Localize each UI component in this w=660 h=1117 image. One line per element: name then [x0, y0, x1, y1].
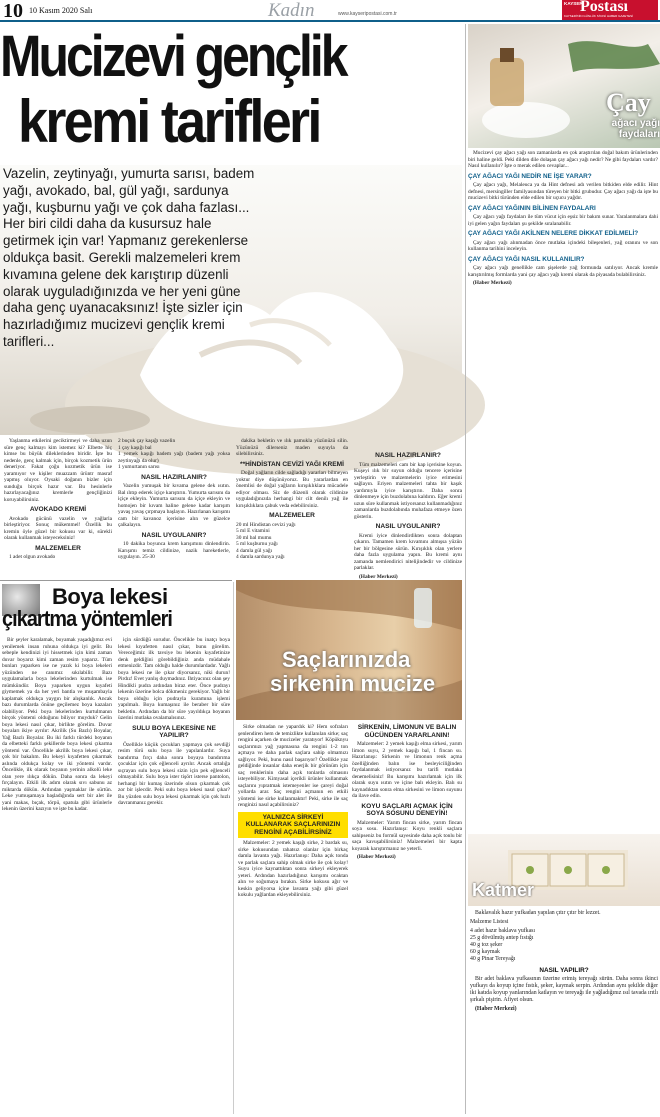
- sac-col-1: [238, 724, 348, 1114]
- sac-col-2: [352, 724, 462, 1114]
- nasil-uygulanir-heading-2: NASIL UYGULANIR?: [375, 523, 441, 531]
- cay-heading-4: ÇAY AĞACI YAĞI NASIL KULLANILIR?: [468, 255, 585, 263]
- main-col-4: [354, 438, 462, 580]
- sac-signoff: (Haber Merkezi): [357, 854, 396, 861]
- headline-line-2: kremi tarifleri: [18, 88, 320, 155]
- sac-title-1: Saçlarınızda: [282, 647, 411, 672]
- limon-heading: SİRKENİN, LİMONUN VE BALIN GÜCÜNDEN YARARLANIN!: [357, 724, 457, 739]
- main-col-2-text-2: 10 dakika boyunca krem karışımını dinlendirin. Karışımı temiz cildinize, nazik hareketlerle, uygulayın. 25-30: [118, 541, 230, 561]
- katmer-article: [470, 910, 658, 1115]
- main-col-4-text-2: Kremi iyice dinlendirdikten sonra dolaptan çıkarın. Tamamen krem kıvamını almışsa yüzün her bir bölgesine sürün. Kırışıklık olan yerlere daha fazla uygulama yapın. Bu kremi aynı zamanda nemlendirici nitelijindedir ve cildinize parlaklar.: [354, 532, 462, 572]
- cay-title-rest: ağacı yağı faydaları: [611, 118, 660, 140]
- katmer-ingredients: 4 adet hazır baklava yufkası 25 g dövülmüş antep fıstığı 40 g toz şeker 60 g kaymak 40 g Pinar Tereyağı: [470, 928, 536, 962]
- boya-col-2: [118, 637, 230, 1115]
- issue-date: 10 Kasım 2020 Salı: [29, 6, 93, 15]
- cay-article: [468, 150, 658, 830]
- boya-col-1: [2, 637, 112, 1115]
- main-col-1-text: Yaşlanma etkilerini geciktirmeyi ve daha uzun süre genç kalmayı kim istemez ki? Elbette hiç kimse bu büyük dileklerinden biridir. İşte bu nedenle, genç kalmak için, birçok kozmetik ürün deneriyor. Fakat çoğu kozmetik ürün ise yaramıyor ve kişiler muazzam ürüntr masraf yapmış oluyor. Oysaki doğanın bizler için sunduğu birçok hazır var. Bu hesinlerle hazırlayacağınız kremlerle gençliğinizi koruyabilirsiniz.: [4, 438, 112, 503]
- boya-article: [0, 580, 232, 1117]
- hindistan-text: Doğal yağların cilde sağladığı yararları bilmeyen yoktur diye düşünüyoruz. Bu yararlardan en önemlisi de doğal yağların kırışıklıklara mücadele ediyor olması. Siz de düzenli olarak cildinize uyguladığınızda herhangi bir cilt denilı yağ ile kırışıklıklara çabuk veda edebilirsiniz.: [236, 470, 348, 509]
- nasil-hazirlanir-heading-1: NASIL HAZIRLANIR?: [141, 473, 207, 481]
- main-col-2-ingredients: 2 buçuk çay kaşığı vazelin 1 çay kaşığı bal 1 yemek kaşığı badem yağı (badem yağı yoksa zeytinyağı da olur) 1 yumurtanın sarısı: [118, 438, 230, 470]
- katmer-signoff: (Haber Merkezi): [475, 1006, 517, 1012]
- katmer-ing-title: Malzeme Listesi: [470, 919, 509, 925]
- katmer-photo: [468, 834, 660, 906]
- boya-col-1-text: Bir şeyler karalamak, boyamak yaşadığımız evi yenilemek insan ruhuna oldukça iyi gelir. Bu sebeple kendinizi iyi hissetmek için kimi zaman duvar boyarız kimi zaman resim yaparız. Tüm bunları yaparken ise ne yazık ki boya lekeleri yüzünden ne canımız sıkılabilir. Bazı uygulamalarla boya lekelerinden kurtulmak ise mümkündür. Boya yaparken uygun kıyafeti giymemek ya da her yeri bantla ve muşambayla kaplamak oldukça yaygın bir alışkanlık. Ancak bazı durumlarda önüne geçilemez boya kazaları olabiliyor. Peki boya lekelerinden kurtulmanın birçok yöntemi olduğunu biliyor muyduk? Gelin boya lekesi nasıl çıkar, birlikte görelim. Duvar boyaları ikiye ayrılır: Akrilik (Su Bazlı) Boyalar, Yağ Bazlı Boyalar. Bu iki farklı türdeki boyanın da elbetteki farklı şekillerde boya lekesi çıkarma yöntemi var. Öncelikle akrilik boya lekesi çıkar, çok bir bakalım. Bu lekeyi kıyafetten çıkarmak aslında oldukça kolay ve iki yöntemi vardır. Öncelikle, ilk olarak boyanın yerinin alkolü leke olan yere ılıkça dökün. Daha sonra da lekeyi fırçalayın. Etkili ilk adım olarak sıvı sabunu az miktarda dökün. Ardından yaşmaklar ile sürtün. Leke yumuşamaya başladığında sert bir alet ile yani makas, bıçak, törpü, spatula gibi ürünlerle lekenin üzerini kazıyın ve işte bu kadar.: [2, 637, 112, 812]
- avokado-ingredient: 1 adet olgun avokado: [9, 554, 56, 561]
- sac-col-1-text: Sirke olmadan ne yapardık ki? Hem sofraları şenlendiren hem de temizlikte kullanılan sirke; saç rengini açarken de mucizeler yaratıyor! Köpüknyu saçlarımızı yağ yapmasına da rengini 1-2 ton açmaya ve daha parlak saçlara sahip olmamızı sağlıyor. Peki, bunu nasıl başarıyor? Özellikle yaz geldiğinde insanlar daha enerjik bir görünüm için saç renklerinin daha açık tonlarda olmasını isteyebiliyor. Kimyasal içerikli ürünler kullanmak saçlarını yıpratmak istemeyenler ise çareyi doğal yollarda arar. Saç rengini açmanın en etkili yöntemi ise sirke kullanmaktır! Peki, sirke ile saç renginizi nasıl açabilirsiniz?: [238, 724, 348, 808]
- website-url: www.kayseripostasi.com.tr: [338, 11, 397, 17]
- boya-col-2-text-2: Özellikle küçük çocukları yapmaya çok sevdiği resim türü sulu boya ile yapılanlardır. Suya bandırma fırçı daha sonra boyaya bandırıma çocuklar için çok eğlenceli ayrılır. Ancak ortalığa sıçrayan sulu boya lekesi sizin için pek eğlenceli olmayabilir. Sulu boya ister tişört isterse pantolon, herhangi bir kumaş üzerinde olsun çıkarmak çok zor bir işlecdir. Peki sulu boya lekesi nasıl çıkar? Bu yüzden sulu boya lekesi çıkarmak için çok hızlı davranmanız gerekir.: [118, 741, 230, 807]
- avokado-text: Avokado gücünü vazelin ve yağlarla birleştiriyor. Sonuç mükemmel! Özellik bu kremin öyle güzel bir kokusu var ki, sürekli olarak kullanmak isteyeceksiniz!: [4, 515, 112, 542]
- hindistan-heading: **HİNDİSTAN CEVİZİ YAĞI KREMİ: [240, 460, 344, 468]
- main-signoff: (Haber Merkezi): [359, 573, 398, 580]
- boya-col-2-text: için sürdüğü sorudur. Öncelikle bu inatçı boya lekesi kıyafetten nasıl çıkar, bunu görelim. Vereceğimiz ilk tavsiye bu lekenin kıyafetinize denk geldiğini görebildiğiniz anda müdahale etmenizdir. Tam olduğu halde durumlardadır. Yağlı boya lekesi ne ile çıkar diyorsanız, niki durun! Pirdız! Evet yanlış duymadınız. Ihtiyacınız olan şey Hindikli pudra ardından biraz eter. Önce pudrayı lekenin üzerine bolca dökmeniz gerekiyor. Yağlı bir boya olduğu için pudrayla kuramına işlemi yapılmalı. Boya kumaşınız ile beraber bir süre bekletin. Ardından da bir süre yayıldıkça boyanın üzerini mutlaka ovalamalısınız.: [118, 637, 230, 721]
- cay-text-2: Çay ağacı yağı faydaları ile tüm vücut için eşsiz bir bakım sunar. Yaralanmalara dahi iyi gelen yağın faydaları şu şekilde sıralanabilir.: [468, 214, 658, 227]
- brand-prefix: KAYSERİ: [564, 1, 584, 6]
- cay-title-big: Çay: [606, 88, 651, 117]
- cay-text-3: Çay ağacı yağı alınmadan önce mutlaka içindeki bileşenleri, yağ oranını ve son kullanma tarihini inceleyin.: [468, 239, 658, 252]
- avokado-heading: AVOKADO KREMİ: [29, 506, 87, 513]
- brand-logo: [562, 0, 658, 20]
- cay-heading-1: ÇAY AĞACI YAĞI NEDİR NE İŞE YARAR?: [468, 172, 592, 180]
- column-divider-2: [233, 582, 234, 1114]
- main-col-3-text-0: dakika bekletin ve ılık pamukla yüzünüzü silin. Yüzünüzü dilerseniz maden suyuyla da silebilirsiniz.: [236, 438, 348, 457]
- cay-text-1: Çay ağacı yağı, Melaleuca ya da Hint defnesi adı verilen bitkiden elde edilir. Hint defnesi, mersingiller familyasından türeyen bir bitki grubudur. Çay ağacı yağı da işte bu mucizevi bitki türünden elde edilen bir uçucu yağdır.: [468, 182, 658, 201]
- hair-photo: [236, 580, 462, 720]
- katmer-how-text: Bir adet baklava yufkasının üzerine erimiş tereyağı sürün. Daha sonra ikinci yufkayı da koyup içine fıstık, şeker, kaymak serpin. Ardından aynı şekilde diğer iki katıda koyup yanlarından katlayın ve tereyağı ile yağladığınız ısıl tavada ırıtlı şırkalı pişirin. Afiyet olsun.: [470, 976, 658, 1003]
- nasil-uygulanir-heading-1: NASIL UYGULANIR?: [141, 531, 207, 539]
- nasil-hazirlanir-heading-2: NASIL HAZIRLANIR?: [375, 452, 441, 459]
- main-col-2-text-1: Vazelin yumuşak bir kıvama gelene dek ısıtın. Bal ılıtıp ederek içiçe karıştırın. Yumurta sarısını da içiçe ekleyin. Yumurta sarısını da içiçe ekleyin ve homojen bir kıvam haline gelene kadar karışım yavaş yavaş çırpmaya başlayın. Hazırlanan karışımı cam bir kavanoz içerisine alın ve güzelce çalkalayın.: [118, 483, 230, 529]
- cay-heading-3: ÇAY AĞACI YAĞI AKİLNEN NELERE DİKKAT EDİLMELİ?: [468, 230, 639, 237]
- sac-col-2-text-2: Malzemeler: Yarım fincan sirke, yarım fincan soya sosu. Hazırlanışı: Koyu renkli saçlara sahipseniz bu formül sayesinde daha açık tonlu bir saça kavuşabilirsiniz! Malzemeleri bir kapta koyarak karıştırmanız ne yeterli.: [352, 819, 462, 852]
- sac-title-2: sirkenin mucize: [270, 671, 436, 696]
- malzemeler-heading-1: MALZEMELER: [35, 544, 81, 552]
- main-col-4-text-1: Tüm malzemeleri cam bir kap içerisine koyun. Kuşeyi ılık bir suyun olduğu tencere içerisine yerleştirin ve malzemelerin iyice erimesini sağlayın. Eriyen malzemeleri tahta bir kaşık yardımıyla iyice karıştırın. Daha sonra dinlenmeye için buzdolabına kaldırın. Eğer kremi uzun süre kullanmak istiyorsanız kullanmadığınız zamanlarda buzdolabında muhafaza etmeye özen gösterin.: [354, 461, 462, 520]
- cay-text-4: Çay ağacı yağı genellikle cam şişelerde yağ formunda satılıyor. Ancak kremle karıştırılmış formlarda yani çay ağacı yağı kremi olarak da piyasada bulabilirsiniz.: [468, 265, 658, 278]
- katmer-intro: Baklavalık hazır yufkadan yapılan çıtır çıtır bir lezzet.: [475, 910, 601, 916]
- sirke-heading: YALNIZCA SİRKEYİ KULLANARAK SAÇLARINIZIN RENGİNİ AÇABİLİRSİNİZ: [238, 812, 348, 839]
- cay-intro: Mucizevi çay ağacı yağı son zamanlarda en çok araştırılan doğal bakım ürünlerinden biri haline geldi. Peki dilden dile dolaşan çay ağacı yağı nedir? Ne gibi faydaları vardır? Nasıl kullanılır? İşte o merak edilen cevaplar...: [468, 150, 658, 169]
- main-headline: [0, 24, 462, 165]
- hindistan-ingredients: 20 ml Hindistan cevizi yağı 5 ml E vitamini 30 ml bal mumu 5 ml kuşburnu yağı 4 damla gül yağı 4 damla sardunya yağı: [236, 521, 296, 561]
- sac-col-2-text-1: Malzemeler: 2 yemek kaşığı elma sirkesi, yarım limon suyu, 2 yemek kaşığı bal, 1 fincan su. Hazırlanışı: Sirkenin ve limonun renk açma özelliğinden balın ise besleyiciliğinden faydalanmak istiyorsanız bu tarifi mutlaka denemelisiniz! Bu karışımı hazırlamak için ilk olarak suyu ısıtın ve içine balı ekleyin. Balı su kaynadıktan sonra elma sirkesini ve limon suyunu da ilave edin.: [352, 741, 462, 800]
- sulu-boya-heading: SULU BOYA LEKESİNE NE YAPILIR?: [132, 724, 216, 740]
- soya-heading: KOYU SAÇLARI AÇMAK İÇİN SOYA SOSUNU DENEYİN!: [361, 802, 453, 818]
- section-title: Kadın: [268, 0, 315, 21]
- headline-line-1: Mucizevi gençlik: [0, 24, 346, 89]
- brand-name: Postası: [580, 0, 628, 15]
- main-col-2: [118, 438, 230, 574]
- page-header: [0, 0, 660, 22]
- tea-tree-photo: [468, 24, 660, 148]
- brand-tagline: KAYSERİ'NİN GÜNLÜK SİYASİ HABER GAZETESİ: [564, 14, 633, 18]
- column-divider: [465, 24, 466, 1114]
- cay-heading-2: ÇAY AĞACI YAĞININ BİLİNEN FAYDALARI: [468, 204, 596, 212]
- katmer-how-title: NASIL YAPILIR?: [539, 967, 589, 974]
- main-col-3: [236, 438, 348, 574]
- lead-paragraph: Vazelin, zeytinyağı, yumurta sarısı, badem yağı, avokado, bal, gül yağı, sardunya yağı, kuşburnu yağı ve çok daha fazlası... Her biri cildi daha da kusursuz hale getirmek için var! Yapmanız gerekenlerse oldukça basit. Gerekli malzemeleri krem kıvamına gelene dek karıştırıp düzenli olarak uyguladığınızda ve her yeni güne daha genç uyanacaksınız! İşte sizler için hazırladığımız mucizevi gençlik kremi tarifleri...: [3, 166, 255, 349]
- page-number: 10: [3, 0, 23, 22]
- boya-title-1: Boya lekesi: [52, 584, 168, 609]
- katmer-title: Katmer: [472, 880, 535, 900]
- sac-col-1-text-2: Malzemeler: 2 yemek kaşığı sirke, 2 bardak su, sirke kokusundan rahatsız olanlar için birkaç damla lavanta yağı. Hazırlanışı: Daha açık tonda ve parlak saçlara sahip olmak sirke ile çok kolay! Suyu iyice kaynattıktan sonra sirkeyi ekleyerek yeteri. Ardından hazırladığınız karışımı ocaktan alın ve soğumaya bırakın. Sirke kokusu ağır ve keskin geliyorsa içine lavanta yağı gibi güzel kokulu yağlardan ekleyebilirsiniz.: [238, 840, 348, 899]
- malzemeler-heading-2: MALZEMELER: [269, 512, 315, 520]
- boya-title-2: çıkartma yöntemleri: [2, 606, 172, 631]
- cay-signoff: (Haber Merkezi): [473, 280, 512, 286]
- main-col-1: [4, 438, 112, 574]
